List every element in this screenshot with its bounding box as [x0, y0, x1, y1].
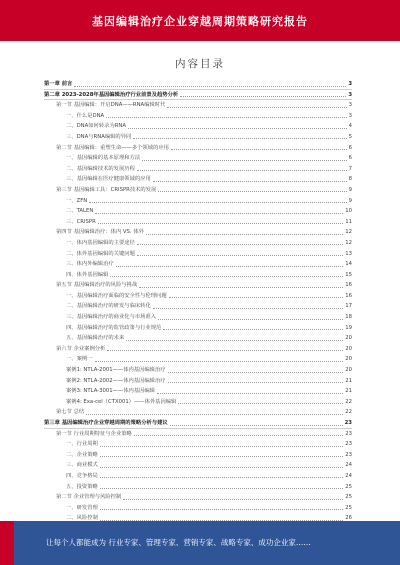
toc-entry-text: 一、ZFN — [66, 197, 88, 204]
toc-entry-text: 第四节 基因编辑治疗：体内 VS. 体外 — [56, 229, 144, 236]
toc-dot-leader — [89, 202, 347, 203]
toc-dot-leader — [134, 435, 343, 436]
toc-page-number: 20 — [345, 356, 352, 363]
toc-dot-leader — [137, 244, 343, 245]
toc-entry-text: 第一节 行业周期特征与企业策略 — [56, 430, 132, 437]
toc-item-row[interactable] — [44, 323, 352, 334]
toc-dot-leader — [98, 223, 343, 224]
toc-item-row[interactable] — [44, 460, 352, 471]
footer-slogan: 让每个人都能成为 行业专家、管理专家、营销专家、战略专家、成功企业家…… — [46, 538, 311, 547]
toc-dot-leader — [171, 149, 347, 150]
toc-page-number: 6 — [348, 144, 352, 151]
toc-page-number: 8 — [348, 176, 352, 183]
toc-page-number: 7 — [348, 165, 352, 172]
toc-page-number: 3 — [348, 91, 352, 98]
toc-dot-leader — [123, 499, 343, 500]
toc-dot-leader — [100, 467, 343, 468]
toc-entry-text: 二、基因编辑技术的发展历程 — [66, 165, 135, 172]
toc-entry-text: 二、企业策略 — [66, 451, 98, 458]
toc-dot-leader — [95, 361, 343, 362]
toc-entry-text: 二、基因编辑治疗的研发与临床转化 — [66, 303, 151, 310]
toc-item-row[interactable] — [44, 397, 352, 408]
toc-item-row[interactable] — [44, 482, 352, 493]
toc-page-number: 6 — [348, 155, 352, 162]
toc-page-number: 17 — [345, 303, 352, 310]
toc-item-row[interactable] — [44, 238, 352, 249]
toc-dot-leader — [168, 382, 343, 383]
toc-dot-leader — [106, 117, 347, 118]
toc-section-row[interactable] — [44, 185, 352, 196]
toc-section-row[interactable] — [44, 429, 352, 440]
toc-entry-text: 案例1: NTLA-2001——体内基因编辑治疗 — [66, 367, 166, 374]
toc-dot-leader — [167, 107, 347, 108]
toc-item-row[interactable] — [44, 153, 352, 164]
toc-item-row[interactable] — [44, 291, 352, 302]
toc-entry-text: 一、基因编辑治疗面临的安全性与伦理问题 — [66, 292, 167, 299]
toc-dot-leader — [100, 488, 343, 489]
toc-entry-text: 四、基因编辑治疗的监管政策与行业规范 — [66, 324, 162, 331]
toc-section-row[interactable] — [44, 492, 352, 503]
toc-item-row[interactable] — [44, 503, 352, 514]
toc-page-number: 24 — [345, 462, 352, 469]
toc-section-row[interactable] — [44, 407, 352, 418]
toc-dot-leader — [163, 329, 343, 330]
table-of-contents — [44, 79, 352, 535]
toc-dot-leader — [107, 350, 343, 351]
toc-page-number: 23 — [345, 451, 352, 458]
toc-page-number: 22 — [345, 398, 352, 405]
toc-item-row[interactable] — [44, 196, 352, 207]
toc-page-number: 22 — [345, 409, 352, 416]
toc-section-row[interactable] — [44, 100, 352, 111]
toc-page-number: 11 — [345, 218, 352, 225]
toc-page-number: 20 — [345, 345, 352, 352]
toc-entry-text: 四、体外基因编辑 — [66, 271, 109, 278]
toc-page-number: 15 — [345, 271, 352, 278]
toc-dot-leader — [170, 425, 343, 426]
toc-entry-text: 一、体内基因编辑的主要途径 — [66, 239, 135, 246]
toc-entry-text: 案例4: Exa-cel（CTX001）——体外基因编辑 — [66, 398, 177, 405]
toc-page-number: 19 — [345, 324, 352, 331]
toc-page-number: 23 — [345, 430, 352, 437]
toc-page-number: 23 — [344, 420, 352, 426]
toc-page-number: 12 — [345, 239, 352, 246]
toc-entry-text: 一、基因编辑的基本原理和方法 — [66, 155, 141, 162]
toc-dot-leader — [142, 160, 347, 161]
toc-dot-leader — [100, 446, 343, 447]
toc-entry-text: 三、DNA与RNA编辑的异同 — [66, 133, 132, 140]
toc-page-number: 4 — [348, 123, 352, 130]
toc-dot-leader — [157, 393, 343, 394]
toc-entry-text: 第二章 2023-2028年基因编辑治疗行业前景及趋势分析 — [44, 91, 179, 98]
toc-item-row[interactable] — [44, 249, 352, 260]
toc-page-number: 16 — [345, 282, 352, 289]
toc-dot-leader — [137, 255, 343, 256]
toc-item-row[interactable] — [44, 217, 352, 228]
toc-dot-leader — [153, 181, 347, 182]
toc-page-number: 20 — [345, 367, 352, 374]
toc-item-row[interactable] — [44, 174, 352, 185]
toc-entry-text: 三、商业模式 — [66, 462, 98, 469]
toc-item-row[interactable] — [44, 270, 352, 281]
toc-entry-text: 二、TALEN — [66, 208, 94, 215]
toc-page-number: 16 — [345, 292, 352, 299]
toc-item-row[interactable] — [44, 301, 352, 312]
toc-entry-text: 三、基因编辑在医疗健康领域的应用 — [66, 176, 151, 183]
toc-page-number: 21 — [345, 388, 352, 395]
toc-page-number: 23 — [345, 441, 352, 448]
toc-dot-leader — [133, 138, 347, 139]
toc-page-number: 9 — [348, 197, 352, 204]
toc-item-row[interactable] — [44, 121, 352, 132]
toc-entry-text: 三、体内外编辑治疗 — [66, 261, 114, 268]
toc-entry-text: 三、基因编辑治疗的商业化与市场准入 — [66, 314, 157, 321]
toc-dot-leader — [100, 477, 343, 478]
toc-page-number: 25 — [345, 494, 352, 501]
toc-chapter-row[interactable] — [44, 90, 352, 101]
toc-entry-text: 一、行业周期 — [66, 441, 98, 448]
toc-dot-leader — [128, 128, 347, 129]
toc-dot-leader — [146, 234, 343, 235]
toc-page-number: 20 — [345, 335, 352, 342]
toc-entry-text: 案例3: NTLA-3001——体内基因编辑 — [66, 388, 155, 395]
toc-item-row[interactable] — [44, 471, 352, 482]
toc-heading: 内容目录 — [175, 58, 225, 70]
toc-chapter-row[interactable] — [44, 79, 352, 90]
toc-item-row[interactable] — [44, 312, 352, 323]
toc-entry-text: 案例2: NTLA-2002——体内基因编辑治疗 — [66, 377, 166, 384]
toc-item-row[interactable] — [44, 354, 352, 365]
toc-page-number: 3 — [348, 81, 352, 87]
toc-entry-text: 第一节 基因编辑：开启DNA——RNA编辑时代 — [56, 102, 166, 109]
toc-section-row[interactable] — [44, 280, 352, 291]
toc-page-number: 26 — [345, 515, 352, 522]
toc-page-number: 12 — [345, 229, 352, 236]
toc-page-number: 25 — [345, 504, 352, 511]
toc-dot-leader — [100, 456, 343, 457]
toc-page-number: 18 — [345, 314, 352, 321]
toc-item-row[interactable] — [44, 386, 352, 397]
toc-dot-leader — [158, 191, 347, 192]
footer-bar — [0, 521, 400, 565]
toc-dot-leader — [168, 372, 343, 373]
toc-dot-leader — [100, 509, 343, 510]
report-header-bar — [0, 0, 400, 41]
toc-entry-text: 一、案例一 — [66, 356, 93, 363]
toc-dot-leader — [137, 170, 347, 171]
toc-dot-leader — [169, 297, 343, 298]
toc-item-row[interactable] — [44, 450, 352, 461]
toc-dot-leader — [95, 213, 343, 214]
toc-dot-leader — [116, 266, 343, 267]
toc-item-row[interactable] — [44, 259, 352, 270]
toc-entry-text: 第二节 企业管理与风险控制 — [56, 494, 122, 501]
toc-entry-text: 二、DNA如何转录为RNA — [66, 123, 127, 130]
toc-page-number: 5 — [348, 133, 352, 140]
report-title: 基因编辑治疗企业穿越周期策略研究报告 — [92, 14, 308, 28]
toc-entry-text: 第六节 企业案例分析 — [56, 345, 106, 352]
toc-dot-leader — [158, 319, 343, 320]
toc-page-number: 13 — [345, 250, 352, 257]
toc-section-row[interactable] — [44, 227, 352, 238]
toc-item-row[interactable] — [44, 439, 352, 450]
toc-page-number: 24 — [345, 472, 352, 479]
toc-page-number: 3 — [348, 102, 352, 109]
toc-entry-text: 二、风险控制 — [66, 515, 98, 522]
toc-page-number: 21 — [345, 377, 352, 384]
toc-dot-leader — [153, 308, 343, 309]
toc-item-row[interactable] — [44, 164, 352, 175]
toc-entry-text: 四、竞争格局 — [66, 472, 98, 479]
toc-page-number: 10 — [345, 208, 352, 215]
toc-entry-text: 第一章 前言 — [44, 81, 73, 87]
toc-section-row[interactable] — [44, 143, 352, 154]
toc-entry-text: 一、研发管理 — [66, 504, 98, 511]
toc-dot-leader — [126, 340, 343, 341]
toc-item-row[interactable] — [44, 206, 352, 217]
toc-entry-text: 第二节 基因编辑：重塑生命——多个领域的应用 — [56, 144, 169, 151]
toc-item-row[interactable] — [44, 111, 352, 122]
toc-entry-text: 第五节 基因编辑治疗的风险与挑战 — [56, 282, 138, 289]
toc-entry-text: 五、投资策略 — [66, 483, 98, 490]
toc-dot-leader — [178, 403, 343, 404]
toc-page-number: 3 — [348, 112, 352, 119]
toc-entry-text: 三、CRISPR — [66, 218, 96, 225]
toc-section-row[interactable] — [44, 344, 352, 355]
toc-item-row[interactable] — [44, 333, 352, 344]
toc-page-number: 25 — [345, 483, 352, 490]
toc-item-row[interactable] — [44, 365, 352, 376]
toc-entry-text: 二、体外基因编辑的关键问题 — [66, 250, 135, 257]
toc-entry-text: 五、基因编辑治疗的未来 — [66, 335, 125, 342]
toc-page-number: 14 — [345, 261, 352, 268]
toc-dot-leader — [74, 86, 346, 87]
toc-item-row[interactable] — [44, 376, 352, 387]
toc-dot-leader — [110, 276, 343, 277]
toc-dot-leader — [86, 414, 343, 415]
toc-dot-leader — [139, 287, 343, 288]
toc-entry-text: 一、什么是DNA — [66, 112, 105, 119]
toc-dot-leader — [180, 96, 346, 97]
toc-page-number: 9 — [348, 186, 352, 193]
footer-accent — [0, 521, 14, 565]
toc-item-row[interactable] — [44, 132, 352, 143]
toc-entry-text: 第三章 基因编辑治疗企业穿越周期的策略分析与建议 — [44, 420, 168, 426]
toc-entry-text: 第三节 基因编辑工具：CRISPR技术的发展 — [56, 186, 157, 193]
toc-chapter-row[interactable] — [44, 418, 352, 429]
toc-entry-text: 第七节 总结 — [56, 409, 85, 416]
